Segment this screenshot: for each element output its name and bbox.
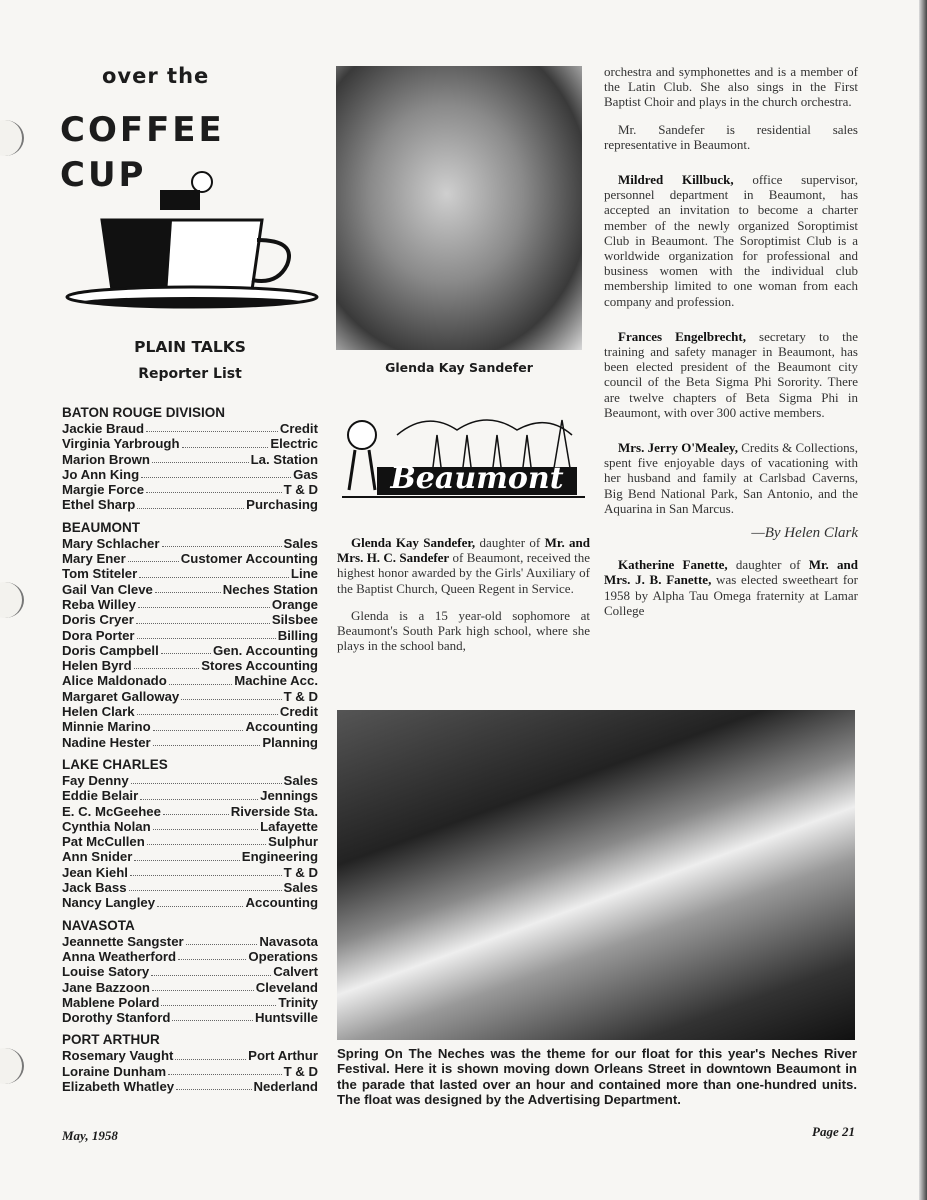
reporter-row: [62, 735, 318, 750]
dot-leader: [151, 964, 271, 975]
reporter-name: Jane Bazzoon: [62, 979, 150, 995]
reporter-name: Louise Satory: [62, 964, 150, 980]
reporter-name: Reba Willey: [62, 596, 136, 612]
reporter-row: [62, 704, 318, 719]
dot-leader: [128, 551, 179, 562]
reporter-department: Stores Accounting: [201, 658, 318, 674]
dot-leader: [178, 949, 246, 960]
reporter-name: Ethel Sharp: [62, 497, 136, 513]
reporter-name: Mary Ener: [62, 551, 126, 567]
beaumont-logo-text: Beaumont: [390, 461, 564, 496]
reporter-row: [62, 1064, 318, 1079]
reporter-department: Gen. Accounting: [212, 642, 318, 658]
reporter-name: Minnie Marino: [62, 719, 151, 735]
reporter-department: Planning: [262, 734, 318, 750]
reporter-department: T & D: [283, 482, 318, 498]
reporter-department: Purchasing: [246, 497, 318, 513]
page-edge: [919, 0, 927, 1200]
reporter-name: Jackie Braud: [62, 421, 145, 436]
reporter-department: Gas: [293, 466, 318, 482]
dot-leader: [176, 1079, 251, 1090]
reporter-name: Jeannette Sangster: [62, 933, 184, 949]
dot-leader: [153, 719, 244, 730]
reporter-department: Accounting: [245, 719, 318, 735]
reporter-department: Huntsville: [254, 1010, 318, 1026]
dot-leader: [147, 834, 266, 845]
parade-float-photo: [337, 710, 855, 1040]
reporter-row: [62, 497, 318, 512]
dot-leader: [152, 452, 249, 463]
reporter-row: [62, 719, 318, 734]
dot-leader: [175, 1048, 246, 1059]
dot-leader: [137, 497, 244, 508]
reporter-department: Sales: [283, 535, 318, 551]
reporter-row: [62, 658, 318, 673]
portrait-photo: [336, 66, 582, 350]
reporter-name: Mablene Polard: [62, 994, 160, 1010]
reporter-row: [62, 628, 318, 643]
dot-leader: [137, 704, 278, 715]
reporter-row: [62, 566, 318, 581]
dot-leader: [134, 658, 200, 669]
reporter-department: Line: [290, 566, 318, 582]
page-number: Page 21: [812, 1124, 855, 1139]
reporter-department: Sales: [283, 772, 318, 788]
division-heading: LAKE CHARLES: [62, 756, 168, 772]
reporter-row: [62, 452, 318, 467]
reporter-department: Port Arthur: [248, 1048, 318, 1064]
reporter-department: Operations: [248, 948, 318, 964]
reporter-list: [62, 398, 318, 1094]
reporter-row: [62, 949, 318, 964]
reporter-department: Nederland: [253, 1078, 318, 1094]
reporter-name: Elizabeth Whatley: [62, 1078, 175, 1094]
reporter-row: [62, 436, 318, 451]
dot-leader: [138, 597, 270, 608]
reporter-name: Tom Stiteler: [62, 566, 138, 582]
reporter-row: [62, 536, 318, 551]
reporter-row: [62, 1048, 318, 1063]
reporter-department: Jennings: [260, 788, 318, 804]
reporter-name: Mary Schlacher: [62, 535, 160, 551]
dot-leader: [181, 689, 281, 700]
reporter-row: [62, 673, 318, 688]
dot-leader: [137, 628, 276, 639]
reporter-row: [62, 980, 318, 995]
reporter-department: La. Station: [250, 451, 318, 467]
reporter-row: [62, 995, 318, 1010]
article-paragraph: orchestra and symphonettes and is a member of the Latin Club. She also sings in the First Baptist Choir and plays in the church orchestra.: [604, 64, 858, 110]
reporter-row: [62, 421, 318, 436]
reporter-row: [62, 788, 318, 803]
division-heading: PORT ARTHUR: [62, 1032, 160, 1048]
reporter-department: Navasota: [259, 933, 318, 949]
issue-date: May, 1958: [62, 1128, 118, 1143]
reporter-name: Dorothy Stanford: [62, 1010, 171, 1026]
dot-leader: [139, 566, 289, 577]
coffee-cup-illustration: [62, 160, 322, 320]
reporter-department: Credit: [279, 421, 318, 436]
reporter-name: Doris Cryer: [62, 612, 134, 628]
reporter-department: Sulphur: [268, 834, 318, 850]
reporter-name: Marion Brown: [62, 451, 150, 467]
dot-leader: [186, 934, 258, 945]
masthead-over-the: over the: [102, 64, 210, 88]
reporter-department: Riverside Sta.: [230, 803, 318, 819]
reporter-department: Trinity: [278, 994, 318, 1010]
reporter-name: Ann Snider: [62, 849, 133, 865]
reporter-department: T & D: [283, 1063, 318, 1079]
dot-leader: [134, 849, 239, 860]
reporter-name: Eddie Belair: [62, 788, 139, 804]
dot-leader: [136, 612, 270, 623]
reporter-department: T & D: [283, 688, 318, 704]
division-heading: BATON ROUGE DIVISION: [62, 405, 226, 420]
reporter-name: Margie Force: [62, 482, 145, 498]
reporter-name: Margaret Galloway: [62, 688, 180, 704]
reporter-name: Nadine Hester: [62, 734, 151, 750]
dot-leader: [140, 788, 258, 799]
dot-leader: [146, 421, 278, 432]
reporter-department: Machine Acc.: [234, 673, 318, 689]
reporter-department: Accounting: [245, 895, 318, 911]
dot-leader: [153, 735, 261, 746]
reporter-row: [62, 582, 318, 597]
reporter-department: Electric: [270, 436, 318, 452]
dot-leader: [152, 980, 254, 991]
masthead-cup: CUP: [60, 155, 147, 195]
reporter-department: Cleveland: [255, 979, 318, 995]
dot-leader: [161, 643, 211, 654]
reporter-name: Rosemary Vaught: [62, 1048, 174, 1064]
reporter-name: Helen Byrd: [62, 658, 132, 674]
reporter-department: Neches Station: [222, 581, 318, 597]
reporter-row: [62, 1010, 318, 1025]
article-paragraph: Mr. Sandefer is residential sales representative in Beaumont.: [604, 121, 858, 152]
reporter-row: [62, 865, 318, 880]
dot-leader: [155, 582, 221, 593]
reporter-name: Jack Bass: [62, 880, 127, 896]
right-column: orchestra and symphonettes and is a member of the Latin Club. She also sings in the First Baptist Choir and plays in the church orchestra. Mr. Sandefer is residential sales representative in Beaumont. Mildred Killbuck, office supervisor, personnel department in Beaumont, has accepted an invitation to become a charter member of the newly organized Soroptimist Club in Beaumont. The Soroptimist Club is a worldwide organization for professional and business women with the individual club membership limited to one woman from each company and profession. Frances Engelbrecht, secretary to the training and safety manager in Beaumont, has been elected president of the Beaumont city council of the Beta Sigma Phi Sorority. There are twelve chapters of Beta Sigma Phi in Beaumont, with over 300 active members. Mrs. Jerry O'Mealey, Credits & Collections, spent five enjoyable days of vacationing with her husband and family at Carlsbad Caverns, Big Bend National Park, San Antonio, and the Aquarina in San Marcus. —By Helen Clark Katherine Fanette, daughter of Mr. and Mrs. J. B. Fanette, was elected sweetheart for 1958 by Alpha Tau Omega fraternity at Lamar College: [604, 64, 859, 618]
dot-leader: [146, 482, 281, 493]
reporter-row: [62, 612, 318, 627]
reporter-name: E. C. McGeehee: [62, 803, 161, 819]
reporter-department: Credit: [279, 704, 318, 720]
reporter-name: Nancy Langley: [62, 895, 156, 911]
dot-leader: [153, 819, 258, 830]
reporter-name: Anna Weatherford: [62, 948, 177, 964]
reporter-department: Customer Accounting: [180, 551, 318, 567]
reporter-list-heading: Reporter List: [138, 366, 242, 382]
dot-leader: [161, 995, 276, 1006]
reporter-row: [62, 819, 318, 834]
binder-hole: [0, 1048, 24, 1084]
lead-name: Glenda Kay Sandefer,: [351, 535, 476, 550]
reporter-row: [62, 849, 318, 864]
dot-leader: [131, 773, 282, 784]
reporter-name: Pat McCullen: [62, 834, 145, 850]
dot-leader: [162, 536, 282, 547]
reporter-name: Doris Campbell: [62, 642, 159, 658]
reporter-row: [62, 467, 318, 482]
division-heading: BEAUMONT: [62, 519, 140, 535]
beaumont-logo: [337, 405, 590, 505]
division-heading: NAVASOTA: [62, 917, 135, 933]
reporter-row: [62, 689, 318, 704]
reporter-department: Sales: [283, 880, 318, 896]
parade-caption: Spring On The Neches was the theme for our float for this year's Neches River Festival. Here it is shown moving down Orleans Street in downtown Beaumont in the parade that lasted over an hour and contained more than one-hundred units. The float was designed by the Advertising Department.: [337, 1046, 857, 1107]
dot-leader: [130, 865, 282, 876]
reporter-name: Alice Maldonado: [62, 673, 167, 689]
reporter-department: Silsbee: [271, 612, 318, 628]
dot-leader: [163, 804, 229, 815]
reporter-name: Fay Denny: [62, 772, 129, 788]
dot-leader: [141, 467, 291, 478]
dot-leader: [182, 436, 269, 447]
reporter-name: Gail Van Cleve: [62, 581, 153, 597]
dot-leader: [129, 880, 282, 891]
dot-leader: [172, 1010, 253, 1021]
reporter-department: Lafayette: [260, 818, 318, 834]
reporter-row: [62, 880, 318, 895]
byline: —By Helen Clark: [751, 525, 858, 542]
reporter-row: [62, 551, 318, 566]
reporter-name: Dora Porter: [62, 627, 135, 643]
reporter-row: [62, 773, 318, 788]
reporter-row: [62, 934, 318, 949]
dot-leader: [169, 673, 232, 684]
dot-leader: [157, 895, 243, 906]
reporter-row: [62, 597, 318, 612]
reporter-name: Jean Kiehl: [62, 864, 128, 880]
reporter-name: Virginia Yarbrough: [62, 436, 180, 452]
portrait-caption: Glenda Kay Sandefer: [385, 360, 533, 375]
reporter-row: [62, 895, 318, 910]
binder-hole: [0, 582, 24, 618]
reporter-row: [62, 643, 318, 658]
reporter-row: [62, 804, 318, 819]
plain-talks-heading: PLAIN TALKS: [134, 338, 246, 356]
reporter-department: Orange: [271, 596, 318, 612]
middle-article: Glenda Kay Sandefer, daughter of Mr. and Mrs. H. C. Sandefer of Beaumont, received the highest honor awarded by the Girls' Auxiliary of the Baptist Church, Queen Regent in Service. Glenda is a 15 year-old sophomore at Beaumont's South Park high school, where she plays in the school band,: [337, 535, 591, 654]
reporter-name: Cynthia Nolan: [62, 818, 151, 834]
dot-leader: [168, 1064, 282, 1075]
reporter-row: [62, 1079, 318, 1094]
reporter-row: [62, 964, 318, 979]
masthead-coffee: COFFEE: [60, 110, 225, 150]
reporter-name: Loraine Dunham: [62, 1063, 167, 1079]
reporter-department: T & D: [283, 864, 318, 880]
reporter-department: Billing: [277, 627, 318, 643]
reporter-department: Calvert: [273, 964, 318, 980]
article-paragraph: Glenda is a 15 year-old sophomore at Beaumont's South Park high school, where she plays in the school band,: [337, 607, 590, 654]
reporter-name: Helen Clark: [62, 704, 135, 720]
reporter-name: Jo Ann King: [62, 466, 140, 482]
reporter-row: [62, 482, 318, 497]
reporter-department: Engineering: [241, 849, 318, 865]
binder-hole: [0, 120, 24, 156]
reporter-row: [62, 834, 318, 849]
